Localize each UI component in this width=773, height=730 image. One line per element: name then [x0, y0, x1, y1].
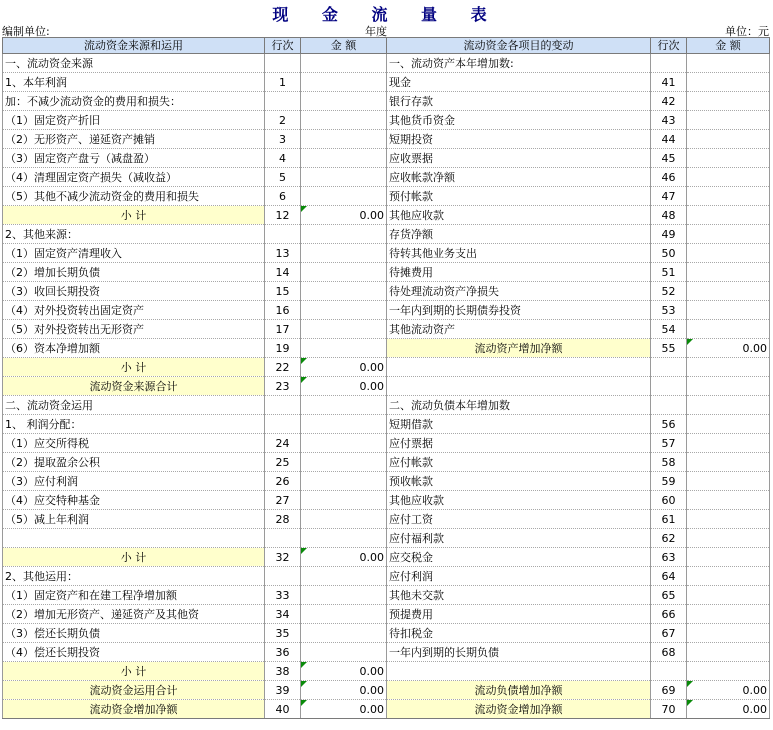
left-amount-cell[interactable] — [301, 567, 387, 586]
right-line-no-cell — [651, 396, 687, 415]
right-amount-cell[interactable] — [687, 206, 770, 225]
right-item-cell: 预收帐款 — [387, 472, 651, 491]
left-item-cell: 二、流动资金运用 — [3, 396, 265, 415]
left-item-cell: 流动资金运用合计 — [3, 681, 265, 700]
right-amount-cell[interactable]: 0.00 — [687, 339, 770, 358]
right-amount-cell[interactable] — [687, 491, 770, 510]
left-amount-cell[interactable] — [301, 130, 387, 149]
table-row — [3, 358, 770, 377]
right-amount-cell[interactable] — [687, 92, 770, 111]
left-line-no-cell: 27 — [265, 491, 301, 510]
table-row — [3, 130, 770, 149]
left-line-no-cell — [265, 396, 301, 415]
left-line-no-cell: 3 — [265, 130, 301, 149]
right-line-no-cell: 46 — [651, 168, 687, 187]
left-line-no-cell — [265, 567, 301, 586]
left-line-no-cell — [265, 415, 301, 434]
right-item-cell: 流动资产增加净额 — [387, 339, 651, 358]
right-item-cell: 待转其他业务支出 — [387, 244, 651, 263]
right-item-cell — [387, 358, 651, 377]
right-item-cell — [387, 662, 651, 681]
left-amount-cell[interactable] — [301, 510, 387, 529]
unit-label: 单位：元 — [725, 25, 769, 38]
right-amount-cell[interactable] — [687, 643, 770, 662]
right-line-no-cell: 43 — [651, 111, 687, 130]
right-item-cell: 应付利润 — [387, 567, 651, 586]
left-amount-cell[interactable] — [301, 187, 387, 206]
left-item-cell: （3）收回长期投资 — [3, 282, 265, 301]
left-item-cell: （3）偿还长期负债 — [3, 624, 265, 643]
right-line-no-cell: 64 — [651, 567, 687, 586]
left-amount-cell[interactable] — [301, 225, 387, 244]
right-line-no-cell — [651, 358, 687, 377]
left-amount-cell[interactable]: 0.00 — [301, 377, 387, 396]
table-row — [3, 73, 770, 92]
left-item-cell: 加：不减少流动资金的费用和损失： — [3, 92, 265, 111]
table-row — [3, 548, 770, 567]
right-line-no-cell: 63 — [651, 548, 687, 567]
right-item-cell: 预提费用 — [387, 605, 651, 624]
right-item-cell: 短期投资 — [387, 130, 651, 149]
left-amount-cell[interactable] — [301, 586, 387, 605]
right-line-no-cell: 70 — [651, 700, 687, 719]
page-title: 现 金 流 量 表 — [272, 5, 501, 24]
right-item-cell: 一、流动资产本年增加数: — [387, 54, 651, 73]
right-amount-cell[interactable] — [687, 225, 770, 244]
right-amount-cell[interactable] — [687, 415, 770, 434]
left-line-no-cell: 26 — [265, 472, 301, 491]
year-label: 年度 — [365, 25, 387, 38]
right-item-cell: 其他流动资产 — [387, 320, 651, 339]
right-amount-cell[interactable]: 0.00 — [687, 681, 770, 700]
right-item-cell: 一年内到期的长期负债 — [387, 643, 651, 662]
col-header-left-amount: 金 额 — [301, 38, 387, 54]
right-line-no-cell: 54 — [651, 320, 687, 339]
left-amount-cell[interactable] — [301, 472, 387, 491]
left-line-no-cell: 5 — [265, 168, 301, 187]
right-line-no-cell: 48 — [651, 206, 687, 225]
right-line-no-cell: 44 — [651, 130, 687, 149]
right-item-cell: 现金 — [387, 73, 651, 92]
table-row — [3, 168, 770, 187]
left-line-no-cell: 28 — [265, 510, 301, 529]
left-line-no-cell: 15 — [265, 282, 301, 301]
right-item-cell: 存货净额 — [387, 225, 651, 244]
left-item-cell: 小 计 — [3, 662, 265, 681]
table-row — [3, 301, 770, 320]
right-amount-cell[interactable] — [687, 453, 770, 472]
right-amount-cell[interactable] — [687, 377, 770, 396]
left-amount-cell[interactable]: 0.00 — [301, 358, 387, 377]
right-line-no-cell: 61 — [651, 510, 687, 529]
left-amount-cell[interactable] — [301, 301, 387, 320]
left-line-no-cell: 17 — [265, 320, 301, 339]
left-item-cell: （5）减上年利润 — [3, 510, 265, 529]
right-item-cell: 待扣税金 — [387, 624, 651, 643]
left-amount-cell[interactable] — [301, 54, 387, 73]
left-line-no-cell: 33 — [265, 586, 301, 605]
left-amount-cell[interactable] — [301, 263, 387, 282]
left-item-cell: （1）固定资产清理收入 — [3, 244, 265, 263]
left-item-cell: （2）增加长期负债 — [3, 263, 265, 282]
left-amount-cell[interactable] — [301, 149, 387, 168]
col-header-right-no: 行次 — [651, 38, 687, 54]
right-line-no-cell: 53 — [651, 301, 687, 320]
left-amount-cell[interactable] — [301, 244, 387, 263]
left-item-cell: 流动资金增加净额 — [3, 700, 265, 719]
table-row — [3, 624, 770, 643]
col-header-left-no: 行次 — [265, 38, 301, 54]
right-line-no-cell — [651, 377, 687, 396]
left-item-cell: （6）资本净增加额 — [3, 339, 265, 358]
right-amount-cell[interactable] — [687, 111, 770, 130]
right-line-no-cell: 68 — [651, 643, 687, 662]
table-row — [3, 187, 770, 206]
left-amount-cell[interactable] — [301, 529, 387, 548]
left-item-cell: 一、流动资金来源 — [3, 54, 265, 73]
right-line-no-cell: 50 — [651, 244, 687, 263]
left-item-cell: （2）提取盈余公积 — [3, 453, 265, 472]
left-amount-cell[interactable]: 0.00 — [301, 548, 387, 567]
left-line-no-cell: 35 — [265, 624, 301, 643]
left-item-cell: 2、其他来源： — [3, 225, 265, 244]
left-line-no-cell — [265, 54, 301, 73]
right-amount-cell[interactable] — [687, 320, 770, 339]
col-header-right-item: 流动资金各项目的变动 — [387, 38, 651, 54]
table-row — [3, 662, 770, 681]
right-line-no-cell: 67 — [651, 624, 687, 643]
table-row — [3, 510, 770, 529]
table-row — [3, 643, 770, 662]
left-line-no-cell: 1 — [265, 73, 301, 92]
table-row — [3, 92, 770, 111]
right-amount-cell[interactable] — [687, 282, 770, 301]
left-amount-cell[interactable] — [301, 415, 387, 434]
left-item-cell: （1）应交所得税 — [3, 434, 265, 453]
left-item-cell: （2）无形资产、递延资产摊销 — [3, 130, 265, 149]
left-item-cell: （4）应交特种基金 — [3, 491, 265, 510]
right-amount-cell[interactable] — [687, 434, 770, 453]
right-item-cell: 预付帐款 — [387, 187, 651, 206]
left-line-no-cell: 22 — [265, 358, 301, 377]
table-row — [3, 244, 770, 263]
left-amount-cell[interactable]: 0.00 — [301, 700, 387, 719]
right-line-no-cell: 57 — [651, 434, 687, 453]
left-line-no-cell: 39 — [265, 681, 301, 700]
left-amount-cell[interactable] — [301, 434, 387, 453]
right-amount-cell[interactable] — [687, 187, 770, 206]
left-item-cell: （1）固定资产折旧 — [3, 111, 265, 130]
left-amount-cell[interactable] — [301, 624, 387, 643]
table-row — [3, 396, 770, 415]
left-amount-cell[interactable] — [301, 168, 387, 187]
right-amount-cell[interactable] — [687, 54, 770, 73]
left-amount-cell[interactable] — [301, 605, 387, 624]
table-row — [3, 320, 770, 339]
table-row — [3, 415, 770, 434]
right-line-no-cell: 59 — [651, 472, 687, 491]
table-row — [3, 282, 770, 301]
right-amount-cell[interactable] — [687, 567, 770, 586]
right-line-no-cell: 45 — [651, 149, 687, 168]
left-item-cell — [3, 529, 265, 548]
left-line-no-cell: 13 — [265, 244, 301, 263]
right-amount-cell[interactable] — [687, 244, 770, 263]
right-amount-cell[interactable] — [687, 168, 770, 187]
table-row — [3, 377, 770, 396]
left-item-cell: （4）清理固定资产损失（减收益） — [3, 168, 265, 187]
right-item-cell: 其他应收款 — [387, 491, 651, 510]
right-amount-cell[interactable] — [687, 73, 770, 92]
table-row — [3, 54, 770, 73]
left-item-cell: 小 计 — [3, 358, 265, 377]
left-line-no-cell: 38 — [265, 662, 301, 681]
left-line-no-cell: 19 — [265, 339, 301, 358]
left-line-no-cell: 23 — [265, 377, 301, 396]
right-item-cell: 流动资金增加净额 — [387, 700, 651, 719]
left-item-cell: 小 计 — [3, 548, 265, 567]
right-amount-cell[interactable] — [687, 605, 770, 624]
right-amount-cell[interactable] — [687, 662, 770, 681]
left-item-cell: （1）固定资产和在建工程净增加额 — [3, 586, 265, 605]
right-item-cell: 应付福利款 — [387, 529, 651, 548]
right-line-no-cell: 49 — [651, 225, 687, 244]
right-item-cell: 短期借款 — [387, 415, 651, 434]
left-item-cell: （2）增加无形资产、递延资产及其他资 — [3, 605, 265, 624]
left-amount-cell[interactable] — [301, 643, 387, 662]
table-row — [3, 453, 770, 472]
table-row — [3, 206, 770, 225]
left-line-no-cell: 2 — [265, 111, 301, 130]
left-line-no-cell — [265, 225, 301, 244]
left-item-cell: 1、 利润分配： — [3, 415, 265, 434]
left-line-no-cell: 16 — [265, 301, 301, 320]
right-line-no-cell: 66 — [651, 605, 687, 624]
cash-flow-table — [2, 37, 770, 719]
right-amount-cell[interactable] — [687, 529, 770, 548]
right-line-no-cell — [651, 54, 687, 73]
table-row — [3, 149, 770, 168]
left-item-cell: 1、本年利润 — [3, 73, 265, 92]
left-line-no-cell: 32 — [265, 548, 301, 567]
left-item-cell: 2、其他运用： — [3, 567, 265, 586]
left-amount-cell[interactable]: 0.00 — [301, 681, 387, 700]
right-item-cell: 应收帐款净额 — [387, 168, 651, 187]
left-item-cell: （5）其他不减少流动资金的费用和损失 — [3, 187, 265, 206]
left-line-no-cell: 34 — [265, 605, 301, 624]
right-item-cell: 其他货币资金 — [387, 111, 651, 130]
left-amount-cell[interactable] — [301, 453, 387, 472]
right-line-no-cell: 58 — [651, 453, 687, 472]
right-item-cell: 待处理流动资产净损失 — [387, 282, 651, 301]
right-line-no-cell: 41 — [651, 73, 687, 92]
table-row — [3, 111, 770, 130]
left-line-no-cell: 6 — [265, 187, 301, 206]
right-amount-cell[interactable] — [687, 472, 770, 491]
left-amount-cell[interactable] — [301, 320, 387, 339]
right-item-cell: 银行存款 — [387, 92, 651, 111]
table-row — [3, 491, 770, 510]
table-row — [3, 700, 770, 719]
right-amount-cell[interactable] — [687, 396, 770, 415]
right-line-no-cell: 42 — [651, 92, 687, 111]
table-row — [3, 567, 770, 586]
table-row — [3, 225, 770, 244]
left-line-no-cell — [265, 529, 301, 548]
right-line-no-cell — [651, 662, 687, 681]
table-row — [3, 586, 770, 605]
right-item-cell — [387, 377, 651, 396]
left-line-no-cell: 40 — [265, 700, 301, 719]
right-item-cell: 应付帐款 — [387, 453, 651, 472]
left-amount-cell[interactable] — [301, 282, 387, 301]
right-amount-cell[interactable] — [687, 586, 770, 605]
right-amount-cell[interactable]: 0.00 — [687, 700, 770, 719]
left-item-cell: （3）固定资产盘亏（减盘盈） — [3, 149, 265, 168]
right-amount-cell[interactable] — [687, 130, 770, 149]
col-header-left-item: 流动资金来源和运用 — [3, 38, 265, 54]
table-row — [3, 605, 770, 624]
left-line-no-cell: 4 — [265, 149, 301, 168]
left-line-no-cell: 14 — [265, 263, 301, 282]
col-header-right-amount: 金 额 — [687, 38, 770, 54]
right-item-cell: 应付票据 — [387, 434, 651, 453]
right-item-cell: 应交税金 — [387, 548, 651, 567]
table-header-row — [3, 38, 770, 54]
left-amount-cell[interactable] — [301, 73, 387, 92]
right-item-cell: 一年内到期的长期债券投资 — [387, 301, 651, 320]
right-line-no-cell: 56 — [651, 415, 687, 434]
left-amount-cell[interactable] — [301, 491, 387, 510]
right-line-no-cell: 69 — [651, 681, 687, 700]
left-item-cell: （4）对外投资转出固定资产 — [3, 301, 265, 320]
right-amount-cell[interactable] — [687, 510, 770, 529]
compiler-label: 编制单位: — [2, 25, 50, 38]
left-line-no-cell: 24 — [265, 434, 301, 453]
table-row — [3, 263, 770, 282]
left-item-cell: 小 计 — [3, 206, 265, 225]
left-item-cell: 流动资金来源合计 — [3, 377, 265, 396]
right-amount-cell[interactable] — [687, 149, 770, 168]
right-amount-cell[interactable] — [687, 263, 770, 282]
table-row — [3, 434, 770, 453]
left-line-no-cell — [265, 92, 301, 111]
right-item-cell: 其他未交款 — [387, 586, 651, 605]
left-amount-cell[interactable] — [301, 339, 387, 358]
right-item-cell: 应付工资 — [387, 510, 651, 529]
left-amount-cell[interactable]: 0.00 — [301, 206, 387, 225]
left-line-no-cell: 36 — [265, 643, 301, 662]
table-row — [3, 681, 770, 700]
left-amount-cell[interactable] — [301, 396, 387, 415]
right-line-no-cell: 65 — [651, 586, 687, 605]
right-line-no-cell: 47 — [651, 187, 687, 206]
right-line-no-cell: 60 — [651, 491, 687, 510]
left-amount-cell[interactable]: 0.00 — [301, 662, 387, 681]
right-item-cell: 流动负债增加净额 — [387, 681, 651, 700]
right-amount-cell[interactable] — [687, 301, 770, 320]
left-line-no-cell: 25 — [265, 453, 301, 472]
right-amount-cell[interactable] — [687, 358, 770, 377]
right-line-no-cell: 55 — [651, 339, 687, 358]
left-item-cell: （3）应付利润 — [3, 472, 265, 491]
right-amount-cell[interactable] — [687, 548, 770, 567]
left-amount-cell[interactable] — [301, 111, 387, 130]
table-row — [3, 529, 770, 548]
left-item-cell: （4）偿还长期投资 — [3, 643, 265, 662]
table-row — [3, 339, 770, 358]
right-item-cell: 其他应收款 — [387, 206, 651, 225]
right-amount-cell[interactable] — [687, 624, 770, 643]
right-line-no-cell: 51 — [651, 263, 687, 282]
right-line-no-cell: 62 — [651, 529, 687, 548]
right-item-cell: 应收票据 — [387, 149, 651, 168]
left-item-cell: （5）对外投资转出无形资产 — [3, 320, 265, 339]
right-item-cell: 待摊费用 — [387, 263, 651, 282]
left-line-no-cell: 12 — [265, 206, 301, 225]
table-row — [3, 472, 770, 491]
right-item-cell: 二、流动负债本年增加数 — [387, 396, 651, 415]
left-amount-cell[interactable] — [301, 92, 387, 111]
right-line-no-cell: 52 — [651, 282, 687, 301]
